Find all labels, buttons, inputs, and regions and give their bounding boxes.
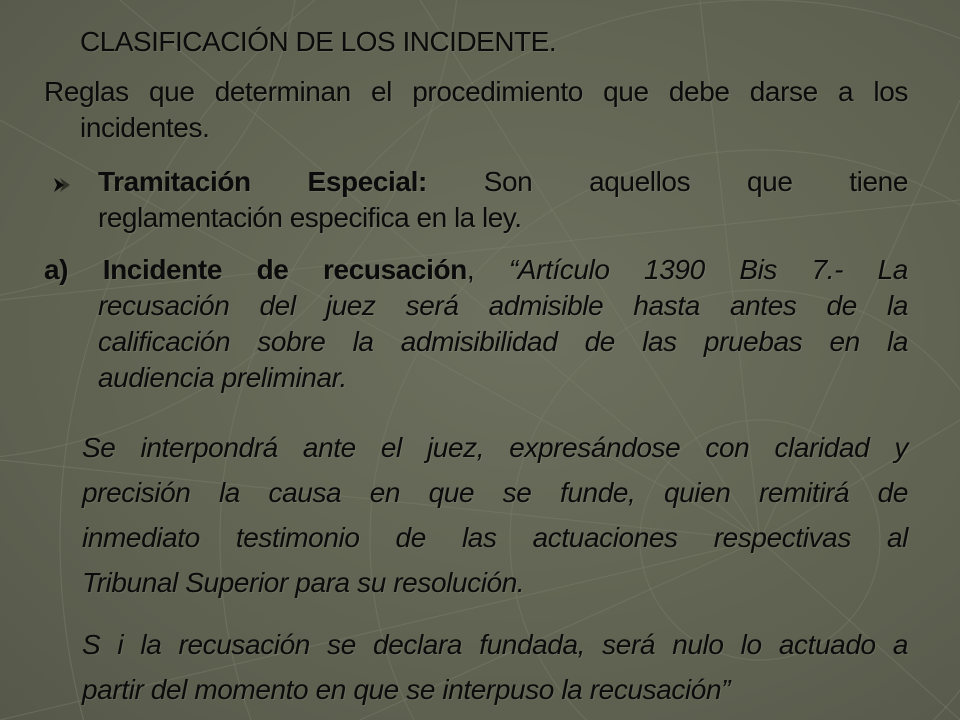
item-a-quote-start: “Artículo 1390 Bis 7.- La: [474, 254, 908, 285]
rules-line-2: incidentes.: [80, 112, 210, 143]
paragraph-2-line-2: precisión la causa en que se funde, quien remitirá de: [82, 477, 908, 508]
tramitacion-term: Tramitación Especial:: [98, 166, 427, 197]
slide-title: CLASIFICACIÓN DE LOS INCIDENTE.: [80, 26, 557, 57]
tramitacion-line-1: [98, 164, 908, 200]
item-a-line-2: recusación del juez será admisible hasta antes de la: [98, 290, 908, 321]
tramitacion-line-2: reglamentación especifica en la ley.: [98, 202, 522, 233]
tramitacion-text: Son aquellos que tiene: [426, 166, 908, 197]
arrow-bullet-icon: [50, 173, 74, 197]
item-a-line-3: calificación sobre la admisibilidad de las pruebas en la: [98, 326, 908, 357]
paragraph-2-line-4: Tribunal Superior para su resolución.: [82, 567, 525, 598]
rules-line-1: Reglas que determinan el procedimiento que debe darse a los: [44, 76, 908, 107]
item-a-term: Incidente de recusación: [102, 254, 467, 285]
paragraph-3-line-2: partir del momento en que se interpuso la recusación”: [82, 674, 731, 705]
paragraph-2-line-1: Se interpondrá ante el juez, expresándose con claridad y: [82, 432, 908, 463]
item-a-line-1: [44, 252, 908, 288]
item-a-line-4: audiencia preliminar.: [98, 362, 347, 393]
item-a-marker: a): [44, 254, 69, 285]
paragraph-3-line-1: S i la recusación se declara fundada, será nulo lo actuado a: [82, 629, 908, 660]
paragraph-2-line-3: inmediato testimonio de las actuaciones respectivas al: [82, 522, 908, 553]
item-a-comma: ,: [466, 254, 475, 285]
